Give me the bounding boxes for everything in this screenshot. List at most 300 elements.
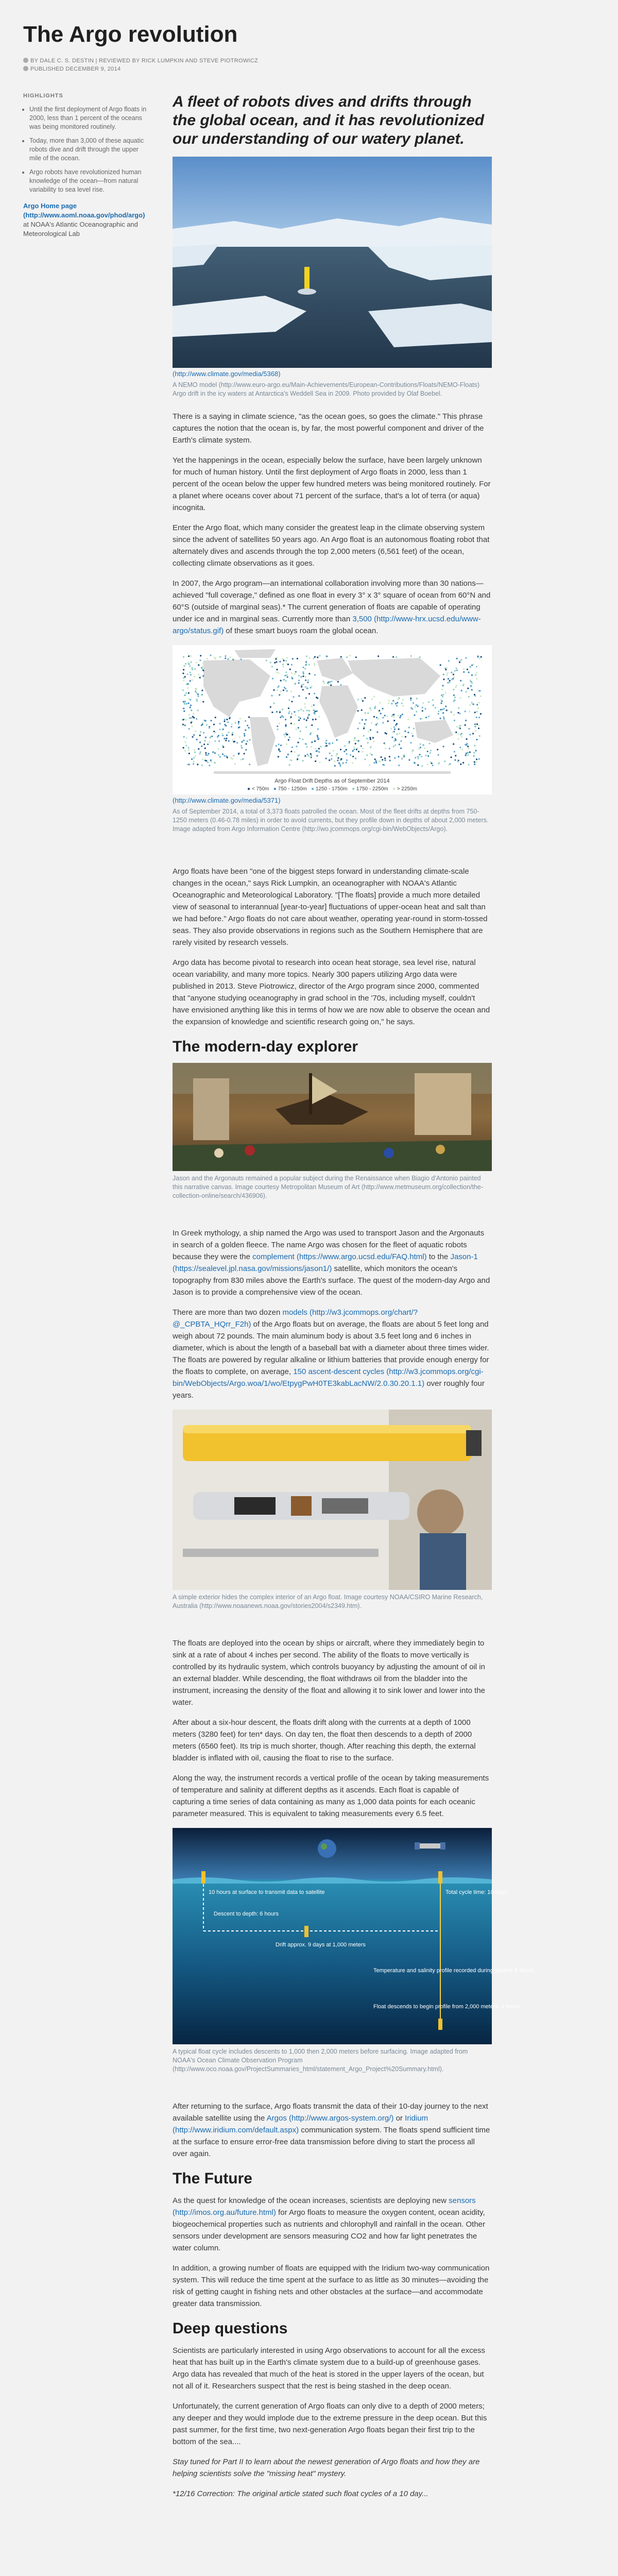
float-dot (440, 718, 441, 719)
float-dot (369, 737, 371, 738)
float-dot (304, 755, 306, 757)
float-dot (325, 740, 327, 741)
float-dot (328, 682, 329, 683)
float-dot (193, 734, 195, 736)
float-dot (182, 689, 184, 691)
float-dot (276, 669, 278, 670)
float-dot (367, 713, 369, 714)
cycle-label-drift: Drift approx. 9 days at 1,000 meters (276, 1942, 366, 1948)
float-dot (234, 741, 235, 742)
figure-argo-float-ice (173, 157, 492, 368)
float-dot (305, 680, 306, 681)
float-dot (183, 669, 184, 670)
float-dot (350, 655, 351, 656)
float-dot (303, 718, 305, 720)
float-dot (279, 694, 280, 696)
float-dot (427, 751, 428, 752)
float-dot (226, 719, 228, 720)
float-dot (424, 748, 425, 749)
float-dot (403, 755, 405, 757)
float-dot (205, 737, 207, 738)
float-dot (435, 707, 436, 708)
float-dot (282, 666, 284, 667)
float-dot (280, 690, 282, 692)
float-dot (461, 733, 462, 734)
float-dot (470, 666, 471, 668)
float-dot (286, 657, 288, 658)
float-dot (465, 755, 467, 756)
float-dot (363, 726, 365, 728)
paragraph: Enter the Argo float, which many consider the greatest leap in the climate observing system since the advent of satellites 50 years ago. An Argo float is an autonomous floating robot that alternately dives and ascends through the top 2,000 meters (6,561 feet) of the ocean, collecting climate observations as it goes. (173, 523, 490, 568)
float-dot (369, 765, 370, 766)
float-dot (226, 738, 227, 739)
float-dot (277, 725, 278, 727)
iridium-link[interactable]: Iridium (http://www.iridium.com/default.aspx) (173, 2114, 428, 2134)
float-dot (425, 717, 427, 718)
float-dot (453, 674, 454, 675)
float-dot (407, 719, 409, 720)
float-dot (447, 672, 449, 674)
float-dot (471, 682, 473, 684)
float-dot (441, 689, 443, 690)
float-dot (248, 716, 250, 718)
float-dot (328, 683, 329, 685)
float-dot (418, 748, 420, 750)
float-dot (466, 738, 468, 740)
float-dot (390, 727, 392, 729)
float-dot (455, 687, 457, 688)
float-dot (190, 655, 192, 657)
highlights-list (23, 105, 147, 194)
float-dot (332, 742, 333, 744)
float-dot (301, 686, 302, 687)
float-dot (197, 693, 199, 695)
float-dot (244, 735, 245, 736)
cycle-label-surface: 10 hours at surface to transmit data to satellite (209, 1889, 325, 1895)
cycle-label-descend-2000: Float descends to begin profile from 2,000 meters: 6 hours (373, 2004, 520, 2010)
float-dot (465, 710, 466, 712)
float-dot (408, 759, 410, 761)
float-dot (225, 655, 226, 657)
float-dot (313, 709, 315, 711)
float-dot (325, 758, 327, 759)
float-dot (245, 730, 246, 731)
float-dot (298, 719, 300, 721)
float-dot (289, 737, 290, 738)
float-dot (197, 764, 198, 765)
paragraph: Argo floats have been "one of the biggest steps forward in understanding climate-scale changes in the ocean," says Rick Lumpkin, an oceanographer with NOAA's Atlantic Oceanographic and Meteorological Laboratory. "[The floats] provide a much more detailed view of seasonal to interannual [year-to-year] fluctuations of upper-ocean heat and salt than we had before." Argo floats do not care about weather, operating year-round in storm-tossed seas. They also provide observations in regions such as the Southern Hemisphere that are rarely visited by research vessels. (173, 867, 488, 947)
float-dot (373, 696, 375, 698)
float-dot (444, 760, 445, 762)
float-dot (440, 702, 442, 704)
float-dot (476, 678, 477, 680)
float-dot (294, 673, 296, 675)
float-dot (188, 702, 190, 704)
float-dot (214, 762, 215, 764)
float-dot (396, 723, 398, 724)
float-dot (300, 676, 302, 677)
float-dot (371, 699, 373, 700)
float-dot (284, 736, 286, 737)
float-dot (398, 756, 399, 757)
argo-home-link[interactable]: Argo Home page (http://www.aoml.noaa.gov/phod/argo) (23, 202, 145, 219)
figure-2-link[interactable]: (http://www.climate.gov/media/5371) (173, 796, 281, 804)
float-dot (310, 756, 311, 757)
float-dot (361, 709, 363, 711)
float-dot (325, 655, 327, 657)
float-dot (215, 732, 216, 733)
float-dot (297, 758, 298, 760)
float-dot (449, 682, 450, 683)
float-dot (440, 709, 441, 710)
float-dot (380, 713, 382, 714)
float-dot (233, 755, 234, 756)
paragraph: Yet the happenings in the ocean, especially below the surface, have been largely unknown for much of human history. Until the first deployment of Argo floats in 2000, less than 1 percent of the ocean below the upper few hundred meters was being monitored routinely. For a planet where oceans cover about 71 percent of the surface, that's a lot of terra (or aqua) incognita. (173, 456, 491, 512)
float-dot (311, 705, 313, 707)
float-dot (210, 654, 211, 656)
float-dot (186, 737, 187, 739)
float-dot (350, 754, 351, 756)
float-dot (344, 745, 346, 747)
float-dot (393, 745, 394, 747)
float-dot (308, 693, 310, 694)
float-dot (384, 759, 386, 761)
figure-float-interior (173, 1410, 492, 1590)
float-dot (446, 674, 448, 676)
float-dot (460, 690, 462, 691)
float-dot (279, 723, 280, 724)
float-dot (288, 707, 289, 709)
float-dot (453, 743, 454, 745)
float-dot (205, 720, 207, 722)
float-dot (382, 708, 384, 709)
float-dot (275, 658, 277, 659)
float-dot (401, 703, 403, 704)
float-dot (458, 733, 459, 735)
float-dot (331, 755, 333, 756)
float-dot (470, 686, 472, 687)
float-dot (476, 761, 477, 762)
float-dot (306, 754, 308, 755)
float-dot (478, 717, 480, 718)
float-dot (219, 728, 220, 730)
paragraph: There is a saying in climate science, "as the ocean goes, so goes the climate." This phrase captures the notion that the ocean is, by far, the most powerful component and driver of the Earth's climate system. (173, 412, 484, 445)
float-dot (457, 738, 459, 740)
float-dot (456, 670, 458, 671)
float-dot (295, 715, 296, 716)
float-dot (471, 689, 473, 690)
float-dot (297, 658, 298, 659)
float-dot (364, 697, 366, 699)
float-dot (291, 701, 293, 702)
float-dot (218, 748, 219, 750)
float-dot (329, 742, 331, 744)
float-dot (191, 717, 192, 719)
float-dot (276, 745, 277, 747)
float-dot (371, 722, 372, 724)
argos-link[interactable]: Argos (http://www.argos-system.org/) (266, 2114, 394, 2123)
float-dot (285, 680, 287, 682)
float-dot (318, 751, 320, 753)
float-dot (358, 751, 359, 752)
float-dot (465, 657, 467, 658)
float-dot (247, 740, 248, 742)
float-dot (391, 737, 393, 738)
figure-1-link[interactable]: (http://www.climate.gov/media/5368) (173, 370, 281, 378)
float-dot (389, 748, 390, 749)
legend-item: 750 - 1250m (278, 786, 307, 792)
float-dot (296, 745, 297, 747)
paragraph: Argo data has become pivotal to research into ocean heat storage, sea level rise, natural ocean variability, and many more topics. Nearly 300 papers utilizing Argo data were published in 2013. Steve Piotrowicz, director of the Argo program since 2000, commented that "anyone studying oceanography in grad school in the '70s, including myself, couldn't have envisioned anything like this in terms of how we are now able to observe the ocean and the expansion of knowledge and scientific research going on," he says. (173, 958, 490, 1026)
float-dot (354, 737, 355, 739)
float-dot (466, 753, 467, 754)
float-dot (353, 747, 355, 748)
float-dot (384, 743, 385, 745)
float-dot (188, 728, 190, 730)
float-dot (195, 690, 196, 692)
float-dot (469, 734, 471, 735)
float-dot (374, 758, 376, 760)
float-dot (417, 756, 419, 757)
float-dot (191, 709, 192, 711)
paragraph-stay-tuned: Stay tuned for Part II to learn about the newest generation of Argo floats and how they are helping scientists solve the "missing heat" mystery. (173, 2458, 480, 2478)
complement-link[interactable]: complement (https://www.argo.ucsd.edu/FAQ.html) (252, 1252, 427, 1261)
float-dot (224, 755, 226, 757)
float-dot (239, 718, 241, 719)
float-dot (407, 732, 409, 733)
float-dot (401, 736, 403, 737)
float-dot (416, 711, 417, 713)
float-dot (458, 707, 459, 709)
float-dot (185, 692, 187, 694)
float-dot (204, 741, 205, 742)
float-dot (396, 656, 397, 658)
float-dot (346, 762, 347, 764)
float-dot (286, 674, 287, 676)
float-dot (444, 692, 446, 693)
float-dot (232, 732, 233, 734)
float-dot (187, 673, 188, 675)
figure-3-caption: Jason and the Argonauts remained a popular subject during the Renaissance when Biagio d'Antonio painted this narrative canvas. Image courtesy Metropolitan Museum of Art (http://www.metmuseum.org/collection/the-collection-online/search/436906). (173, 1175, 484, 1199)
paragraph: After about a six-hour descent, the floats drift along with the currents at a depth of 1000 meters (3280 feet) for ten* days. On day ten, the float then descends to a depth of 2000 meters (6560 feet). Its trip is much shorter, though. After reaching this depth, the external bladder is inflated with oil, causing the float to rise to the surface. (173, 1718, 476, 1762)
float-dot (284, 687, 285, 688)
float-dot (451, 672, 452, 673)
float-dot (188, 714, 190, 716)
paragraph: In Greek mythology, a ship named the Argo was used to transport Jason and the Argonauts in search of a golden fleece. The name Argo was chosen for the fleet of aquatic robots because they were the complement (https://www.argo.ucsd.edu/FAQ.html) to the Jason-1 (https://sealevel.jpl.nasa.gov/missions/jason1/) satellite, which monitors the ocean's topography from 830 miles above the Earth's surface. The quest of the modern-day Argo and Jason is to provide a comprehensive view of the ocean. (173, 1229, 490, 1297)
jason-1-link[interactable]: Jason-1 (https://sealevel.jpl.nasa.gov/missions/jason1/) (173, 1252, 478, 1273)
float-dot (471, 665, 473, 666)
float-dot (375, 724, 377, 725)
float-dot (352, 750, 354, 752)
float-dot (397, 702, 398, 703)
float-dot (411, 708, 413, 710)
float-dot (356, 740, 357, 741)
float-dot (375, 760, 377, 762)
float-dot (208, 753, 209, 754)
float-dot (194, 749, 195, 751)
float-dot (236, 742, 238, 743)
float-dot (315, 710, 316, 712)
float-dot (474, 745, 475, 747)
float-dot (187, 687, 188, 689)
float-dot (294, 684, 296, 685)
highlight-item: • Argo robots have revolutionized human knowledge of the ocean—from natural variability to sea level rise. (29, 168, 147, 194)
float-dot (419, 754, 421, 755)
float-dot (280, 680, 282, 681)
float-dot (468, 728, 470, 730)
float-dot (220, 656, 221, 657)
float-dot (314, 656, 316, 657)
float-dot (305, 726, 307, 728)
figure-float-cycle (173, 1828, 534, 2044)
float-dot (281, 715, 283, 717)
float-dot (227, 757, 228, 758)
float-dot (287, 754, 289, 755)
float-dot (306, 688, 308, 689)
float-dot (370, 729, 371, 731)
float-dot (190, 674, 192, 675)
float-dot (382, 759, 383, 760)
float-dot (405, 736, 406, 738)
float-dot (337, 681, 339, 683)
float-dot (370, 745, 372, 747)
float-dot (451, 679, 453, 680)
float-dot (442, 712, 444, 714)
float-dot (334, 765, 336, 767)
float-dot (298, 680, 300, 681)
float-dot (325, 741, 327, 743)
float-dot (322, 681, 324, 682)
float-dot (183, 656, 184, 657)
float-dot (480, 696, 482, 697)
float-dot (469, 711, 470, 713)
float-dot (276, 661, 277, 663)
float-dot (454, 720, 455, 721)
float-dot (235, 722, 236, 723)
float-dot (398, 715, 399, 716)
float-dot (420, 718, 421, 720)
float-dot (474, 726, 476, 727)
float-depth-map (173, 645, 492, 794)
float-dot (307, 716, 309, 717)
float-dot (203, 743, 205, 745)
float-dot (234, 763, 236, 765)
float-dot (312, 719, 314, 720)
float-dot (469, 751, 471, 753)
float-dot (371, 754, 373, 755)
paragraph: As the quest for knowledge of the ocean increases, scientists are deploying new sensors (http://imos.org.au/future.html) for Argo floats to measure the oxygen content, ocean acidity, biogeochemical properties such as nutrients and chlorophyll and rainfall in the ocean. Other sensors under development are sensors measuring CO2 and how far light penetrates the water column. (173, 2196, 486, 2252)
float-dot (440, 699, 442, 701)
models-link[interactable]: models (http://w3.jcommops.org/chart/?@_CPBTA_HQrr_F2h) (173, 1308, 418, 1329)
float-dot (190, 661, 192, 663)
float-dot (477, 655, 479, 657)
float-dot (287, 734, 288, 735)
float-dot (304, 703, 305, 705)
float-dot (279, 711, 281, 713)
float-dot (479, 658, 480, 659)
float-dot (305, 686, 306, 688)
float-dot (476, 711, 478, 713)
float-dot (290, 751, 292, 752)
float-dot (291, 747, 293, 748)
float-dot (203, 732, 204, 734)
float-dot (286, 756, 287, 758)
float-dot (456, 658, 457, 659)
float-dot (363, 727, 365, 729)
float-dot (362, 751, 364, 752)
float-dot (276, 711, 278, 713)
float-dot (196, 692, 197, 693)
float-dot (316, 710, 318, 712)
float-dot (205, 754, 207, 756)
float-dot (188, 692, 190, 694)
float-dot (204, 748, 206, 749)
float-dot (197, 709, 199, 711)
float-dot (303, 673, 304, 674)
float-dot (394, 728, 396, 730)
float-dot (392, 656, 394, 658)
float-dot (381, 756, 382, 758)
float-dot (308, 714, 310, 716)
float-dot (410, 699, 411, 701)
float-dot (302, 760, 304, 761)
float-dot (224, 719, 226, 720)
float-dot (454, 697, 456, 698)
float-dot (393, 716, 394, 718)
sensors-link[interactable]: sensors (http://imos.org.au/future.html) (173, 2196, 476, 2217)
float-dot (443, 679, 444, 680)
float-dot (278, 756, 279, 757)
float-dot (437, 749, 438, 750)
float-dot (438, 763, 439, 765)
float-dot (298, 695, 300, 697)
float-dot (438, 713, 439, 715)
float-dot (473, 703, 474, 705)
float-dot (249, 764, 250, 765)
float-dot (476, 717, 477, 718)
map-legend: ● < 750m ● 750 - 1250m ● 1250 - 1750m ● 1750 - 2250m ● > 2250m (247, 786, 417, 792)
float-dot (340, 684, 341, 686)
float-dot (202, 722, 203, 724)
float-dot (383, 764, 385, 766)
float-dot (209, 741, 210, 742)
float-dot (466, 743, 468, 744)
float-status-link[interactable]: 3,500 (http://www-hrx.ucsd.edu/www-argo/status.gif) (173, 615, 481, 635)
float-dot (459, 713, 460, 714)
float-dot (222, 753, 224, 755)
float-dot (199, 753, 201, 754)
float-dot (474, 761, 475, 763)
float-dot (285, 719, 286, 720)
float-dot (310, 753, 312, 755)
cycles-link[interactable]: 150 ascent-descent cycles (http://w3.jcommops.org/cgi-bin/WebObjects/Argo.woa/1/wo/EtpygPwH0TE3kabLacNW/2.0.30.20.1.1) (173, 1367, 484, 1388)
float-dot (314, 665, 315, 666)
float-dot (191, 722, 192, 723)
float-dot (206, 724, 208, 725)
float-dot (207, 761, 209, 763)
float-dot (418, 758, 419, 759)
article-main (173, 93, 534, 2508)
float-dot (420, 747, 421, 748)
float-dot (230, 757, 232, 758)
float-dot (232, 734, 233, 735)
float-dot (198, 748, 199, 750)
float-dot (469, 704, 471, 706)
float-dot (427, 764, 428, 766)
float-dot (459, 660, 460, 662)
float-dot (476, 723, 478, 725)
float-dot (461, 736, 462, 738)
